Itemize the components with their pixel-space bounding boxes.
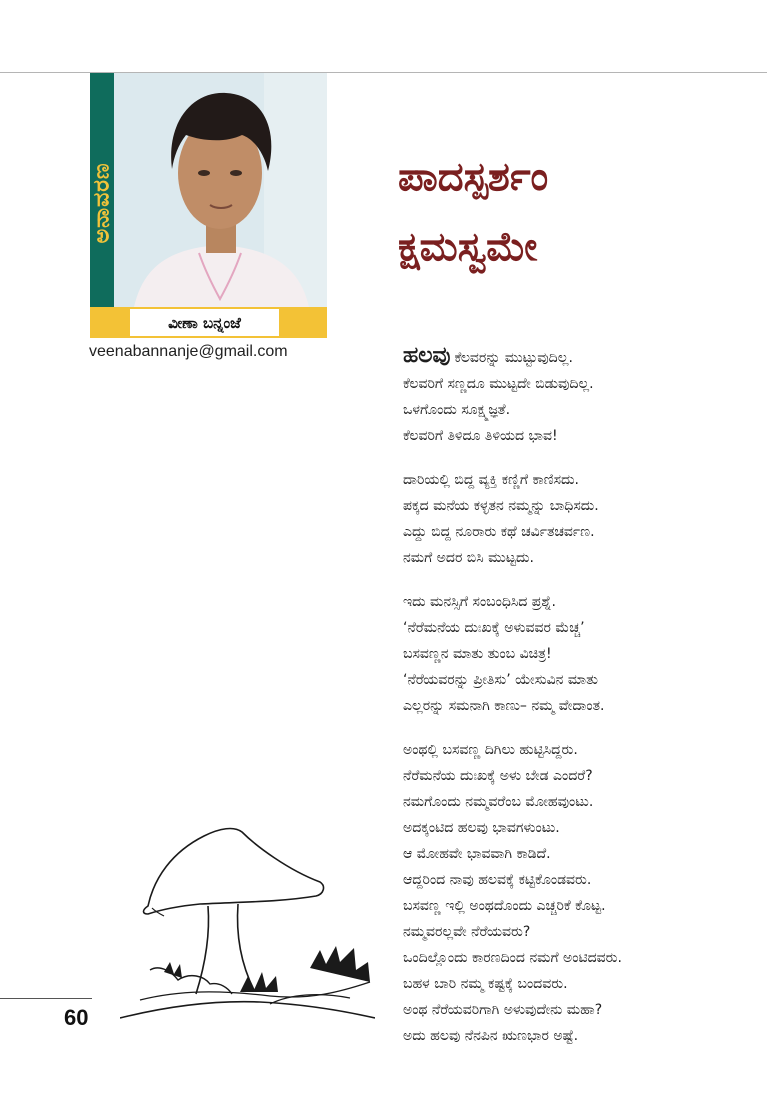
poem-line: ಒಂದಿಲ್ಲೊಂದು ಕಾರಣದಿಂದ ನಮಗೆ ಅಂಟಿದವರು. — [403, 950, 622, 966]
stanza-1 — [403, 343, 755, 449]
poem-line: ‘ನೆರೆಯವರನ್ನು ಪ್ರೀತಿಸು’ ಯೇಸುವಿನ ಮಾತು — [403, 672, 598, 688]
poem-line: ಅದಕ್ಕಂಟಿದ ಹಲವು ಭಾವಗಳುಂಟು. — [403, 820, 560, 836]
author-name: ವೀಣಾ ಬನ್ನಂಜೆ — [130, 309, 279, 336]
poem-body — [403, 343, 755, 1067]
poem-line: ಪಕ್ಕದ ಮನೆಯ ಕಳ್ಳತನ ನಮ್ಮನ್ನು ಬಾಧಿಸದು. — [403, 498, 599, 514]
poem-line: ಅಂಥ ನೆರೆಯವರಿಗಾಗಿ ಅಳುವುದೇನು ಮಹಾ? — [403, 1002, 603, 1018]
page-number-rule — [0, 998, 92, 999]
poem-line: ಅಂಥಲ್ಲಿ ಬಸವಣ್ಣ ದಿಗಿಲು ಹುಟ್ಟಿಸಿದ್ದರು. — [403, 742, 578, 758]
poem-line: ಕೆಲವರಿಗೆ ಸಣ್ಣದೂ ಮುಟ್ಟದೇ ಬಿಡುವುದಿಲ್ಲ. — [403, 376, 594, 392]
poem-line: ಇದು ಮನಸ್ಸಿಗೆ ಸಂಬಂಧಿಸಿದ ಪ್ರಶ್ನೆ. — [403, 594, 556, 610]
poem-line: ಕೆಲವರಿಗೆ ತಿಳಿದೂ ತಿಳಿಯದ ಭಾವ! — [403, 428, 558, 444]
article-title — [398, 142, 548, 282]
poem-line — [403, 343, 755, 371]
poem-line: ಆ ಮೋಹವೇ ಭಾವವಾಗಿ ಕಾಡಿದೆ. — [403, 846, 551, 862]
stanza-2 — [403, 467, 755, 571]
poem-line: ಬಸವಣ್ಣ ಇಲ್ಲಿ ಅಂಥದೊಂದು ಎಚ್ಚರಿಕೆ ಕೊಟ್ಟ. — [403, 898, 606, 914]
poem-line-text: ಕೆಲವರನ್ನು ಮುಟ್ಟುವುದಿಲ್ಲ. — [454, 350, 573, 366]
column-label: ಅನಾವರಣ — [89, 162, 115, 244]
poem-line: ನಮ್ಮವರಲ್ಲವೇ ನೆರೆಯವರು? — [403, 924, 531, 940]
column-band — [90, 73, 114, 338]
author-photo — [114, 73, 327, 307]
stanza-4 — [403, 737, 755, 1049]
mushroom-illustration — [120, 822, 375, 1027]
poem-line: ನಮಗೊಂದು ನಮ್ಮವರೆಂಬ ಮೋಹವುಂಟು. — [403, 794, 594, 810]
poem-line: ದಾರಿಯಲ್ಲಿ ಬಿದ್ದ ವ್ಯಕ್ತಿ ಕಣ್ಣಿಗೆ ಕಾಣಿಸದು. — [403, 472, 579, 488]
poem-line: ಒಳಗೊಂದು ಸೂಕ್ಷ್ಮಜ್ಞತೆ. — [403, 402, 511, 418]
poem-line: ‘ನೆರೆಮನೆಯ ದುಃಖಕ್ಕೆ ಅಳುವವರ ಮೆಚ್ಚ’ — [403, 620, 585, 636]
poem-first-word: ಹಲವು — [403, 343, 451, 368]
poem-line: ಎಲ್ಲರನ್ನು ಸಮನಾಗಿ ಕಾಣು– ನಮ್ಮ ವೇದಾಂತ. — [403, 698, 605, 714]
page-number: 60 — [64, 1005, 89, 1030]
author-name-strip — [90, 307, 327, 338]
poem-line: ಬಸವಣ್ಣನ ಮಾತು ತುಂಬ ವಿಚಿತ್ರ! — [403, 646, 552, 662]
author-email: veenabannanje@gmail.com — [89, 343, 288, 360]
poem-line: ಆದ್ದರಿಂದ ನಾವು ಹಲವಕ್ಕೆ ಕಟ್ಟಿಕೊಂಡವರು. — [403, 872, 592, 888]
poem-line: ನಮಗೆ ಅದರ ಬಿಸಿ ಮುಟ್ಟದು. — [403, 550, 534, 566]
poem-line: ಬಹಳ ಬಾರಿ ನಮ್ಮ ಕಷ್ಟಕ್ಕೆ ಬಂದವರು. — [403, 976, 568, 992]
poem-line: ಎದ್ದು ಬಿದ್ದ ನೂರಾರು ಕಥೆ ಚರ್ವಿತಚರ್ವಣ. — [403, 524, 595, 540]
poem-line: ನೆರೆಮನೆಯ ದುಃಖಕ್ಕೆ ಅಳು ಬೇಡ ಎಂದರೆ? — [403, 768, 593, 784]
stanza-3 — [403, 589, 755, 719]
title-line-2: ಕ್ಷಮಸ್ವಮೇ — [398, 224, 538, 270]
title-line-1: ಪಾದಸ್ಪರ್ಶಂ — [398, 154, 549, 200]
poem-line: ಅದು ಹಲವು ನೆನಪಿನ ಋಣಭಾರ ಅಷ್ಟೆ. — [403, 1028, 579, 1044]
